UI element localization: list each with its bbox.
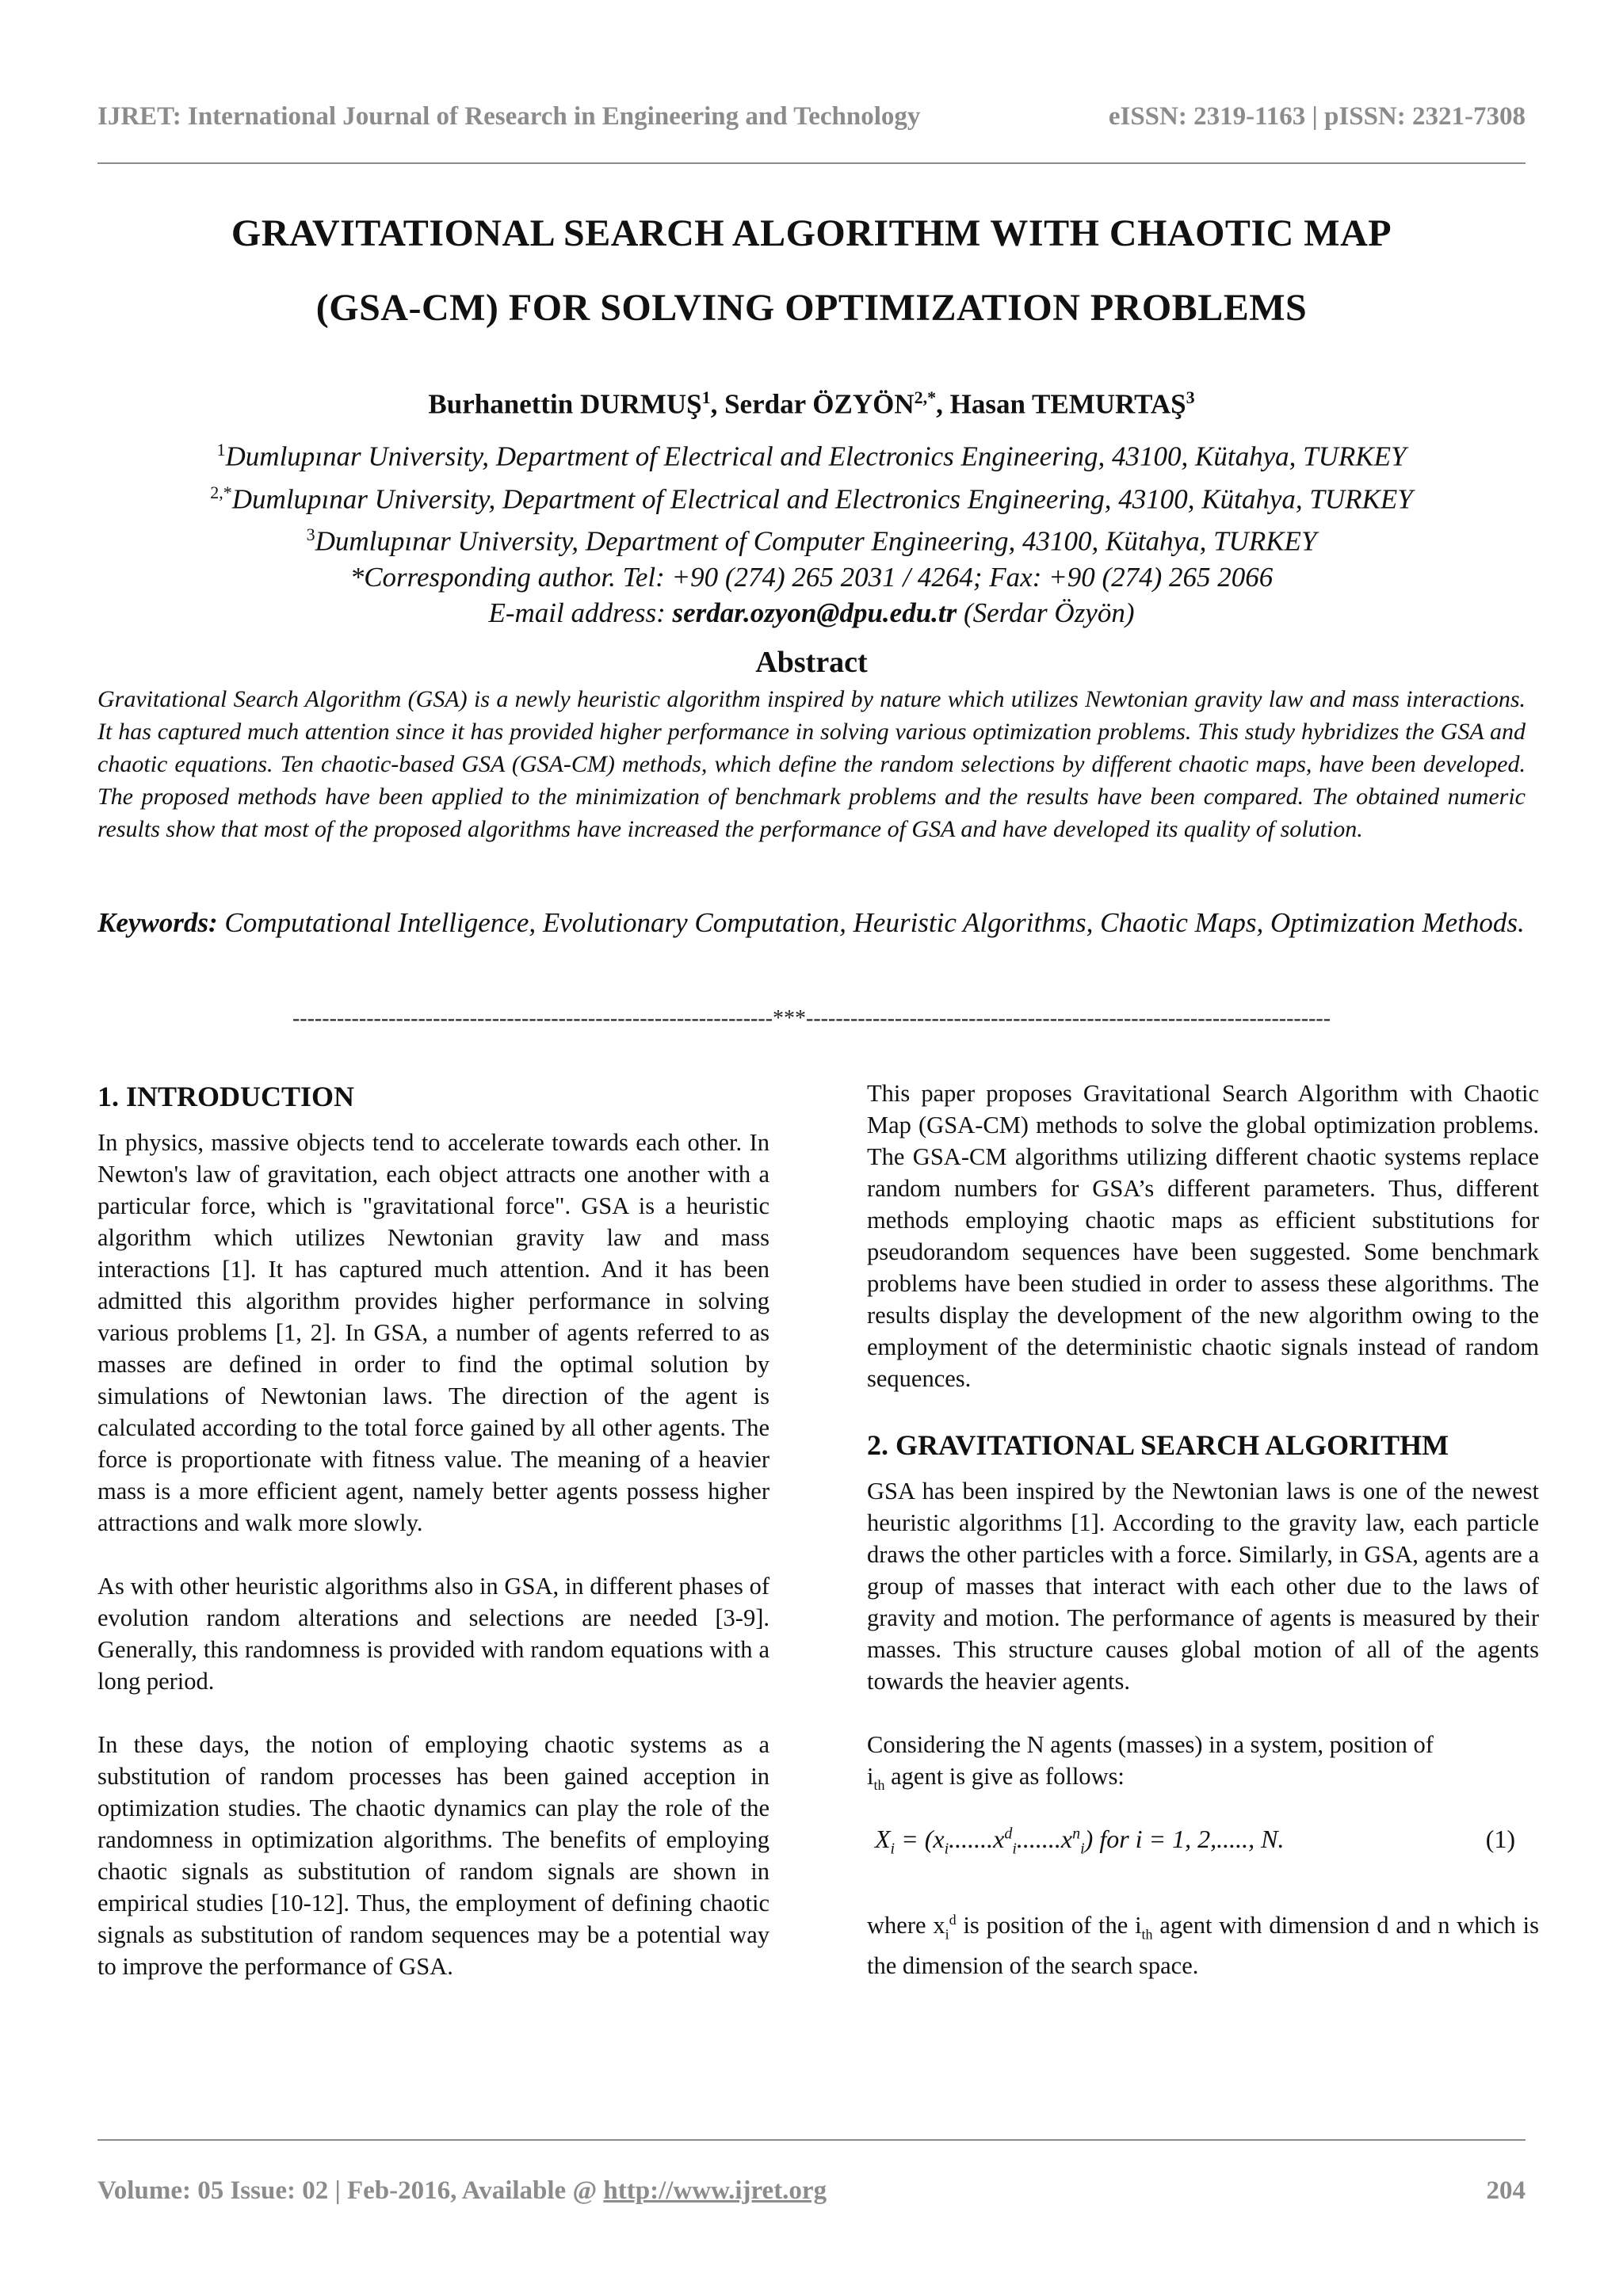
author-list: Burhanettin DURMUŞ$^1$, Serdar $ÖZYÖN^{2,*}$, Hasan TEMURTAŞ$^3$: [428, 387, 1195, 420]
affil-mark: 3: [306, 524, 315, 545]
title-line-2: (GSA-CM) FOR SOLVING OPTIMIZATION PROBLEMS: [315, 287, 1308, 329]
paragraph: In these days, the notion of employing chaotic systems as a substitution of random processes has been gained acception in optimization studies. The chaotic dynamics can play the role of the randomness in optimization algorithms. The benefits of employing chaotic signals as substitution of random signals are shown in empirical studies [10-12]. Thus, the employment of defining chaotic signals as substitution of random sequences may be a potential way to improve the performance of GSA.: [97, 1731, 769, 1980]
section-separator: -----------------------------------------------------------------***-----------------------------------------------------------------------: [292, 1006, 1331, 1031]
volume-info: Volume: 05 Issue: 02 | Feb-2016, Available @: [97, 2176, 604, 2205]
text-run: th: [873, 1777, 885, 1794]
text-run: d: [949, 1912, 957, 1928]
paragraph: As with other heuristic algorithms also in GSA, in different phases of evolution random alterations and selections are needed [3-9]. Generally, this randomness is provided with random equations with a long period.: [97, 1573, 769, 1695]
email-line: [97, 595, 1526, 631]
author-name: Hasan TEMURTAŞ: [949, 388, 1186, 420]
right-column: [867, 1077, 1539, 2013]
affiliation: [97, 432, 1526, 475]
email-address[interactable]: serdar.ozyon@dpu.edu.tr: [672, 597, 957, 628]
affil-text: Dumlupınar University, Department of Computer Engineering, 43100, Kütahya, TURKEY: [315, 525, 1317, 557]
header-rule: [97, 162, 1526, 164]
author-name: Serdar ÖZYÖN: [724, 388, 915, 420]
math-run: n: [1072, 1825, 1081, 1843]
keywords: [97, 897, 1526, 949]
affil-text: Dumlupınar University, Department of Electrical and Electronics Engineering, 43100, Kütahya, TURKEY: [231, 483, 1413, 515]
author-name: Burhanettin DURMUŞ: [428, 388, 702, 420]
title-line-1: GRAVITATIONAL SEARCH ALGORITHM WITH CHAOTIC MAP: [231, 212, 1392, 254]
affil-mark: 1: [216, 440, 226, 460]
left-column: [97, 1077, 769, 2014]
math-run: = (x: [895, 1825, 945, 1854]
running-header: [97, 97, 1526, 136]
math-run: X: [875, 1825, 891, 1854]
text-run: agent with dimension d and n which is the dimension of the search space.: [867, 1912, 1539, 1980]
journal-name: IJRET: International Journal of Research in Engineering and Technology: [97, 101, 921, 131]
text-run: i: [867, 1763, 874, 1790]
correspondence: *Corresponding author. Tel: +90 (274) 265 2031 / 4264; Fax: +90 (274) 265 2066: [349, 561, 1274, 593]
math-run: i: [1012, 1840, 1017, 1858]
author-affil-mark: 1: [701, 387, 711, 407]
math-run: .......x: [1016, 1825, 1073, 1854]
section-heading: 1. INTRODUCTION: [97, 1081, 355, 1112]
journal-link[interactable]: http://www.ijret.org: [603, 2176, 827, 2205]
text-run: agent is give as follows:: [891, 1763, 1125, 1790]
email-label: E-mail address:: [488, 597, 666, 628]
paragraph: This paper proposes Gravitational Search Algorithm with Chaotic Map (GSA-CM) methods to solve the global optimization problems. The GSA-CM algorithms utilizing different chaotic systems replace random numbers for GSA’s different parameters. Thus, different methods employing chaotic maps as efficient substitutions for pseudorandom sequences have been suggested. Some benchmark problems have been studied in order to assess these algorithms. The results display the development of the new algorithm owing to the employment of the deterministic chaotic signals instead of random sequences.: [867, 1080, 1539, 1392]
text-run: is position of the i: [956, 1912, 1142, 1939]
affil-text: Dumlupınar University, Department of Electrical and Electronics Engineering, 43100, Kütahya, TURKEY: [225, 441, 1407, 472]
abstract-heading: Abstract: [755, 646, 868, 679]
equation-body: [875, 1825, 1284, 1858]
paragraph: [867, 1904, 1539, 1981]
text-run: i: [945, 1926, 949, 1943]
equation-1: [867, 1817, 1539, 1872]
text-run: th: [1141, 1926, 1153, 1943]
paper-title: [97, 196, 1526, 345]
abstract-text: Gravitational Search Algorithm (GSA) is a newly heuristic algorithm inspired by nature which utilizes Newtonian gravity law and mass interactions. It has captured much attention since it has provided higher performance in solving various optimization problems. This study hybridizes the GSA and chaotic equations. Ten chaotic-based GSA (GSA-CM) methods, which define the random selections by different chaotic maps, have been developed. The proposed methods have been applied to the minimization of benchmark problems and the results have been compared. The obtained numeric results show that most of the proposed algorithms have increased the performance of GSA and have developed its quality of solution.: [97, 686, 1526, 842]
issn: eISSN: 2319-1163 | pISSN: 2321-7308: [1108, 101, 1526, 131]
math-run: .......x: [949, 1825, 1005, 1854]
footer-rule: [97, 2139, 1526, 2141]
affiliation: [97, 475, 1526, 517]
email-name: (Serdar Özyön): [964, 597, 1135, 628]
keywords-text: Computational Intelligence, Evolutionary Computation, Heuristic Algorithms, Chaotic Maps, Optimization Methods.: [224, 907, 1525, 938]
paragraph: GSA has been inspired by the Newtonian laws is one of the newest heuristic algorithms [1]. According to the gravity law, each particle draws the other particles with a force. Similarly, in GSA, agents are a group of masses that interact with each other due to the laws of gravity and motion. The performance of agents is measured by their masses. This structure causes global motion of all of the agents towards the heavier agents.: [867, 1478, 1539, 1695]
affiliation: [97, 517, 1526, 559]
math-run: ) for i = 1, 2,....., N.: [1084, 1825, 1285, 1854]
math-run: i: [890, 1840, 896, 1858]
keywords-label: Keywords:: [97, 907, 218, 938]
equation-number: (1): [1485, 1825, 1515, 1854]
footer-info: [97, 2176, 827, 2206]
text-run: Considering the N agents (masses) in a system, position of: [867, 1731, 1434, 1758]
affiliations: [97, 432, 1526, 631]
paragraph: In physics, massive objects tend to accelerate towards each other. In Newton's law of gravitation, each object attracts one another with a particular force, which is "gravitational force". GSA is a heuristic algorithm which utilizes Newtonian gravity law and mass interactions [1]. It has captured much attention. And it has been admitted this algorithm provides higher performance in solving various problems [1, 2]. In GSA, a number of agents referred to as masses are defined in order to find the optimal solution by simulations of Newtonian laws. The direction of the agent is calculated according to the total force gained by all other agents. The force is proportionate with fitness value. The meaning of a heavier mass is a more efficient agent, namely better agents possess higher attractions and walk more slowly.: [97, 1129, 769, 1536]
math-run: i: [1080, 1840, 1085, 1858]
author-affil-mark: 3: [1186, 387, 1195, 407]
math-run: d: [1004, 1825, 1013, 1843]
paragraph: [867, 1729, 1539, 1801]
math-run: i: [944, 1840, 949, 1858]
author-affil-mark: 2,*: [914, 387, 937, 407]
page-number: 204: [1486, 2176, 1526, 2205]
text-run: where x: [867, 1912, 945, 1939]
affil-mark: 2,*: [210, 482, 232, 502]
running-footer: [97, 2171, 1526, 2210]
section-heading: 2. GRAVITATIONAL SEARCH ALGORITHM: [867, 1429, 1449, 1461]
